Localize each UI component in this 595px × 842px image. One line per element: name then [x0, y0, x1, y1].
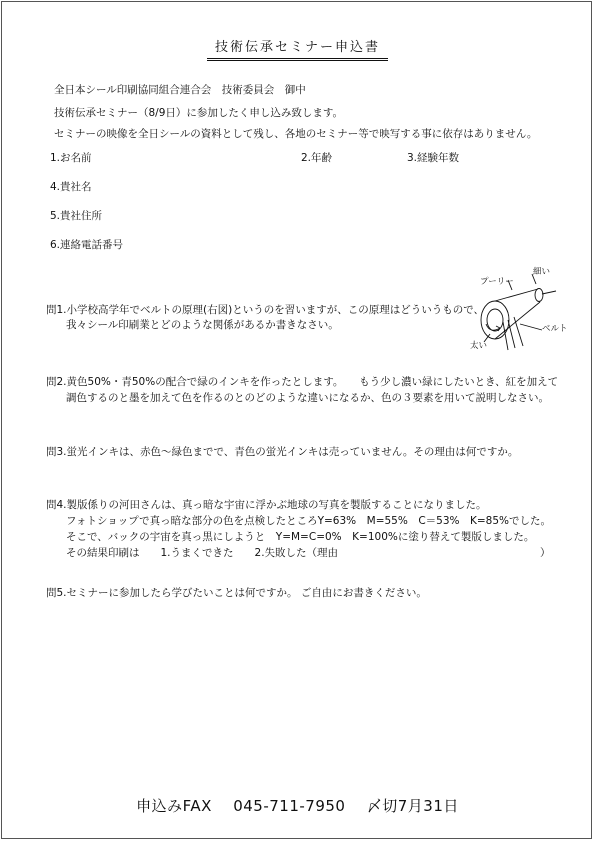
q4-line3: そこで、バックの宇宙を真っ黒にしようと Y=M=C=0% K=100%に塗り替えて製版しました。 [66, 531, 535, 543]
q4-line1: 問4.製版係りの河田さんは、真っ暗な宇宙に浮かぶ地球の写真を製版することになりました。 [46, 499, 487, 511]
belt-pulley-diagram [470, 262, 575, 357]
footer-fax-info [0, 795, 595, 816]
label-pulley: プーリー [480, 277, 514, 287]
q1-line2: 我々シール印刷業とどのような関係があるか書きなさい。 [66, 319, 339, 331]
intro-text: 技術伝承セミナー（8/9日）に参加したく申し込み致します。 [54, 107, 344, 119]
q4-line2: フォトショップで真っ暗な部分の色を点検したところY=63% M=55% C＝53% K=85%でした。 [66, 515, 552, 527]
q1-line1: 問1.小学校高学年でベルトの原理(右図)というのを習いますが、この原理はどういうもので、 [46, 304, 484, 316]
field-name-label[interactable]: 1.お名前 [50, 152, 92, 164]
label-thick: 太い [470, 341, 488, 351]
field-age-label[interactable]: 2.年齢 [301, 152, 333, 164]
field-address-label[interactable]: 5.貴社住所 [50, 210, 103, 222]
addressee: 全日本シール印刷協同組合連合会 技術委員会 御中 [54, 84, 306, 96]
q2-line1: 問2.黄色50%・青50%の配合で緑のインキを作ったとします。 もう少し濃い緑にしたいとき、紅を加えて [46, 376, 559, 388]
page-title: 技術伝承セミナー申込書 [207, 36, 388, 61]
q5-line1: 問5.セミナーに参加したら学びたいことは何ですか。 ご自由にお書きください。 [46, 587, 427, 599]
fax-label: 申込みFAX [136, 797, 212, 815]
q2-line2: 調色するのと墨を加えて色を作るのとのどのような違いになるか、色の３要素を用いて説明しなさい。 [66, 392, 549, 404]
field-company-label[interactable]: 4.貴社名 [50, 181, 92, 193]
q4-paren-close: ） [540, 547, 551, 559]
consent-text: セミナーの映像を全日シールの資料として残し、各地のセミナー等で映写する事に依存はありません。 [54, 128, 538, 140]
deadline: 〆切7月31日 [366, 797, 459, 815]
q4-line4-choices[interactable]: その結果印刷は 1.うまくできた 2.失敗した（理由 [66, 547, 339, 559]
field-experience-label[interactable]: 3.経験年数 [407, 152, 460, 164]
q3-line1: 問3.蛍光インキは、赤色～緑色までで、青色の蛍光インキは売っていません。その理由は何ですか。 [46, 446, 519, 458]
field-phone-label[interactable]: 6.連絡電話番号 [50, 239, 124, 251]
label-thin: 細い [533, 267, 551, 277]
label-belt: ベルト [542, 324, 568, 334]
fax-number: 045-711-7950 [233, 797, 346, 815]
title-block [0, 36, 595, 61]
